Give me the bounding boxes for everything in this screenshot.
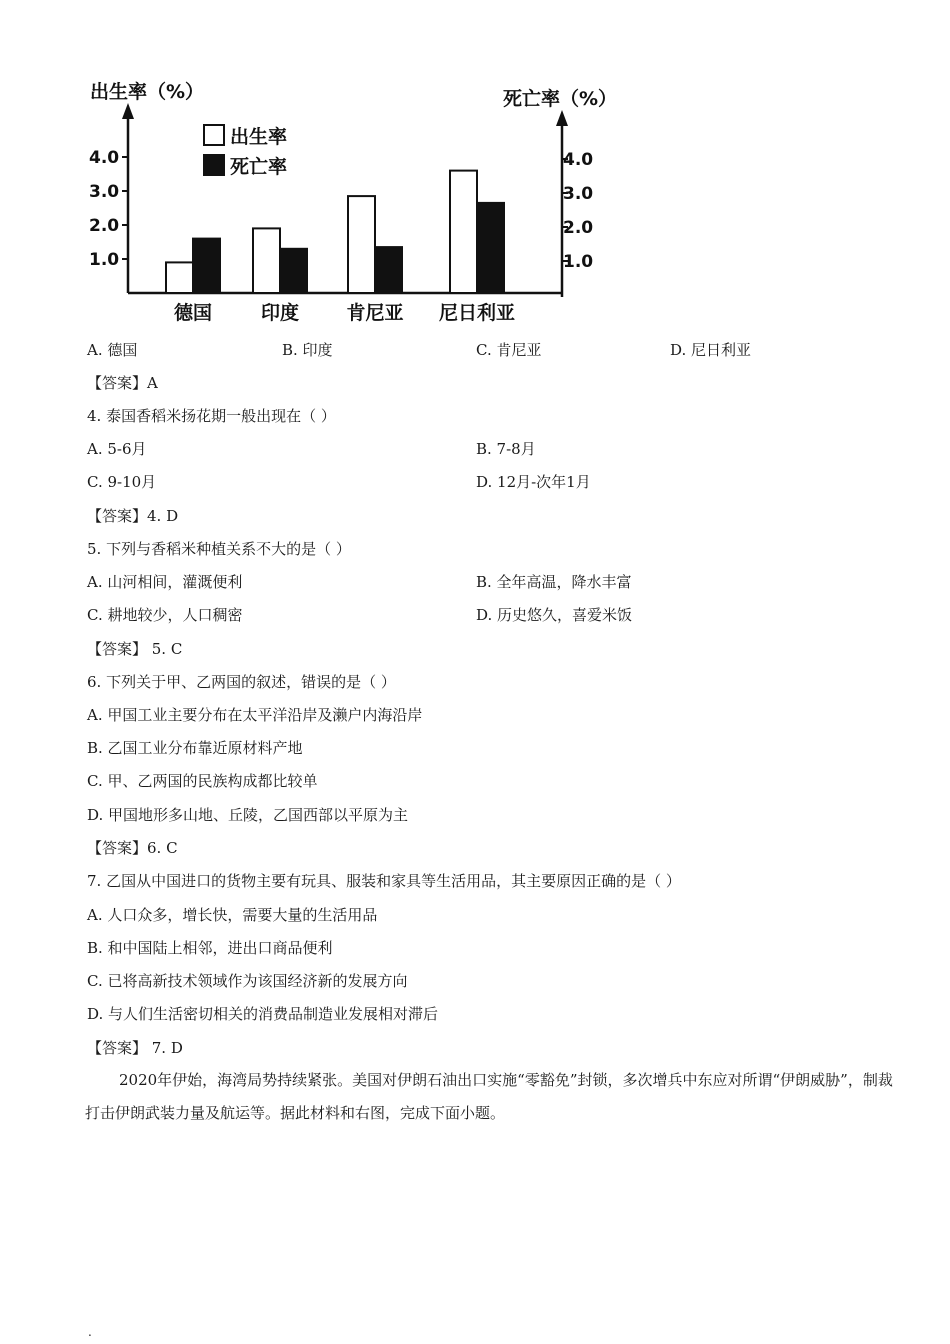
q7-option-c: C. 已将高新技术领域作为该国经济新的发展方向 (87, 972, 408, 990)
q6-stem: 6. 下列关于甲、乙两国的叙述，错误的是（ ） (87, 673, 396, 691)
legend-label-death: 死亡率 (230, 156, 288, 178)
bar-death-1 (280, 249, 307, 293)
legend-label-birth: 出生率 (230, 126, 288, 148)
q7-stem: 7. 乙国从中国进口的货物主要有玩具、服装和家具等生活用品，其主要原因正确的是（ ） (87, 872, 681, 890)
q5-option-c: C. 耕地较少，人口稠密 (87, 606, 243, 624)
right-tick-label: 3.0 (563, 184, 594, 204)
q4-option-c: C. 9-10月 (87, 473, 157, 491)
right-axis-label: 死亡率（%） (503, 88, 618, 110)
birth-death-rate-chart (80, 75, 640, 330)
bar-birth-2 (348, 196, 375, 293)
q3-option-c: C. 肯尼亚 (476, 341, 542, 359)
bar-birth-3 (450, 171, 477, 293)
q7-answer: 【答案】 7. D (87, 1039, 183, 1057)
q4-stem: 4. 泰国香稻米扬花期一般出现在（ ） (87, 407, 336, 425)
q5-option-b: B. 全年高温，降水丰富 (476, 573, 632, 591)
category-label-0: 德国 (173, 302, 213, 324)
q6-option-c: C. 甲、乙两国的民族构成都比较单 (87, 772, 318, 790)
bar-death-3 (477, 203, 504, 293)
left-tick-label: 4.0 (89, 148, 120, 168)
q3-option-a: A. 德国 (87, 341, 138, 359)
left-axis-arrow (122, 103, 134, 119)
q6-option-b: B. 乙国工业分布靠近原材料产地 (87, 739, 303, 757)
category-label-2: 肯尼亚 (346, 302, 404, 324)
legend-swatch-birth (204, 125, 224, 145)
category-label-3: 尼日利亚 (438, 302, 516, 324)
category-label-1: 印度 (260, 302, 300, 324)
q4-option-a: A. 5-6月 (87, 440, 147, 458)
q7-option-b: B. 和中国陆上相邻，进出口商品便利 (87, 939, 333, 957)
left-tick-label: 2.0 (89, 216, 120, 236)
right-axis-arrow (556, 110, 568, 126)
material-paragraph: 2020年伊始，海湾局势持续紧张。美国对伊朗石油出口实施“零豁免”封锁，多次增兵中东应对所谓“伊朗威胁”，制裁打击伊朗武装力量及航运等。据此材料和右图，完成下面小题。 (85, 1071, 893, 1122)
right-tick-label: 2.0 (563, 218, 594, 238)
q4-option-b: B. 7-8月 (476, 440, 536, 458)
q5-answer: 【答案】 5. C (87, 640, 183, 658)
legend-swatch-death (204, 155, 224, 175)
footer-dot: . (88, 1325, 92, 1339)
q6-option-a: A. 甲国工业主要分布在太平洋沿岸及濑户内海沿岸 (87, 706, 423, 724)
q5-option-d: D. 历史悠久，喜爱米饭 (476, 606, 633, 624)
right-tick-label: 4.0 (563, 150, 594, 170)
q7-option-a: A. 人口众多，增长快，需要大量的生活用品 (87, 906, 378, 924)
right-tick-label: 1.0 (563, 252, 594, 272)
q4-option-d: D. 12月-次年1月 (476, 473, 591, 491)
q3-answer: 【答案】A (87, 374, 158, 392)
bar-birth-1 (253, 228, 280, 293)
bar-birth-0 (166, 262, 193, 293)
q4-answer: 【答案】4. D (87, 507, 179, 525)
left-tick-label: 1.0 (89, 250, 120, 270)
bar-death-2 (375, 247, 402, 293)
q3-option-d: D. 尼日利亚 (670, 341, 752, 359)
q6-option-d: D. 甲国地形多山地、丘陵，乙国西部以平原为主 (87, 806, 409, 824)
left-tick-label: 3.0 (89, 182, 120, 202)
q5-stem: 5. 下列与香稻米种植关系不大的是（ ） (87, 540, 351, 558)
q3-option-b: B. 印度 (282, 341, 333, 359)
q5-option-a: A. 山河相间，灌溉便利 (87, 573, 243, 591)
q7-option-d: D. 与人们生活密切相关的消费品制造业发展相对滞后 (87, 1005, 439, 1023)
q6-answer: 【答案】6. C (87, 839, 178, 857)
legend (204, 125, 287, 178)
bar-death-0 (193, 239, 220, 293)
left-axis-label: 出生率（%） (90, 81, 205, 103)
